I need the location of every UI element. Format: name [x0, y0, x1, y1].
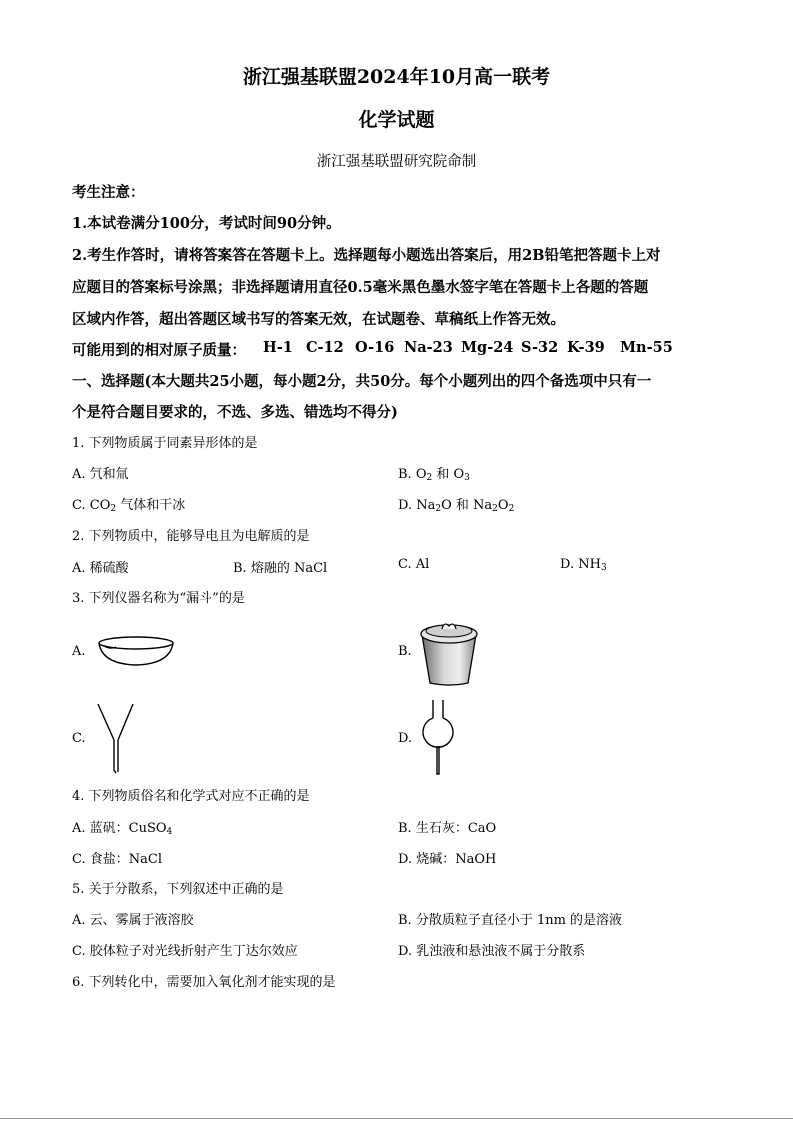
atomic-mass-c: C-12 [306, 339, 344, 356]
subject-title: 化学试题 [358, 109, 435, 131]
crucible-icon [418, 617, 480, 687]
notice-item-2-line-3: 区域内作答，超出答题区域书写的答案无效，在试题卷、草稿纸上作答无效。 [72, 311, 565, 328]
notice-heading: 考生注意： [72, 184, 145, 201]
question-3-stem: 3. 下列仪器名称为“漏斗”的是 [72, 591, 245, 606]
question-5-option-c: C. 胶体粒子对光线折射产生丁达尔效应 [72, 944, 298, 959]
question-1-stem: 1. 下列物质属于同素异形体的是 [72, 436, 258, 451]
question-4-option-a: A. 蓝矾：CuSO$_4$ [72, 821, 173, 837]
question-5-option-b: B. 分散质粒子直径小于 1nm 的是溶液 [398, 913, 623, 928]
atomic-masses-label: 可能用到的相对原子质量： [72, 342, 246, 359]
compiler-line: 浙江强基联盟研究院命制 [316, 154, 477, 170]
question-1-option-d: D. $Na_2O$ 和 $Na_2O_2$ [398, 498, 515, 514]
page-bottom-divider [0, 1118, 793, 1119]
flask-icon [420, 698, 456, 776]
atomic-mass-mg: Mg-24 [461, 339, 514, 356]
question-5-option-d: D. 乳浊液和悬浊液不属于分散系 [398, 944, 586, 959]
notice-item-1: 1.本试卷满分100分，考试时间90分钟。 [72, 215, 341, 232]
question-3-option-b: B. [398, 644, 412, 659]
question-2-option-c: C. Al [398, 557, 430, 572]
exam-title: 浙江强基联盟2024年10月高一联考 [242, 66, 551, 88]
question-2-stem: 2. 下列物质中，能够导电且为电解质的是 [72, 529, 310, 544]
section-1-line-1: 一、选择题(本大题共25小题，每小题2分，共50分。每个小题列出的四个备选项中只有一 [72, 373, 652, 390]
question-1-option-b: B. $O_2$ 和 $O_3$ [398, 467, 470, 483]
question-4-option-d: D. 烧碱：NaOH [398, 852, 497, 867]
question-3-option-d: D. [398, 731, 413, 746]
question-1-option-a: A. 氕和氚 [72, 467, 129, 482]
question-4-stem: 4. 下列物质俗名和化学式对应不正确的是 [72, 789, 310, 804]
question-4-option-b: B. 生石灰：CaO [398, 821, 497, 836]
notice-item-2-line-2: 应题目的答案标号涂黑；非选择题请用直径0.5毫米黑色墨水签字笔在答题卡上各题的答题 [72, 279, 649, 296]
question-3-option-c: C. [72, 731, 86, 746]
funnel-icon [96, 702, 136, 774]
notice-item-2-line-1: 2.考生作答时，请将答案答在答题卡上。选择题每小题选出答案后，用2B铅笔把答题卡上对 [72, 247, 661, 264]
evaporating-dish-icon [96, 634, 176, 668]
question-2-option-b: B. 熔融的 NaCl [233, 561, 328, 576]
section-1-line-2: 个是符合题目要求的，不选、多选、错选均不得分) [72, 404, 398, 421]
atomic-mass-s: S-32 [521, 339, 559, 356]
atomic-mass-o: O-16 [355, 339, 395, 356]
atomic-mass-na: Na-23 [404, 339, 453, 356]
atomic-mass-k: K-39 [567, 339, 605, 356]
question-2-option-d: D. $NH_3$ [560, 557, 607, 573]
question-6-stem: 6. 下列转化中，需要加入氧化剂才能实现的是 [72, 975, 336, 990]
question-1-option-c: C. $CO_2$ 气体和干冰 [72, 498, 186, 514]
question-5-stem: 5. 关于分散系，下列叙述中正确的是 [72, 882, 284, 897]
atomic-mass-mn: Mn-55 [620, 339, 673, 356]
question-4-option-c: C. 食盐：NaCl [72, 852, 162, 867]
question-2-option-a: A. 稀硫酸 [72, 561, 129, 576]
question-5-option-a: A. 云、雾属于液溶胶 [72, 913, 194, 928]
question-3-option-a: A. [72, 644, 86, 659]
atomic-mass-h: H-1 [263, 339, 293, 356]
